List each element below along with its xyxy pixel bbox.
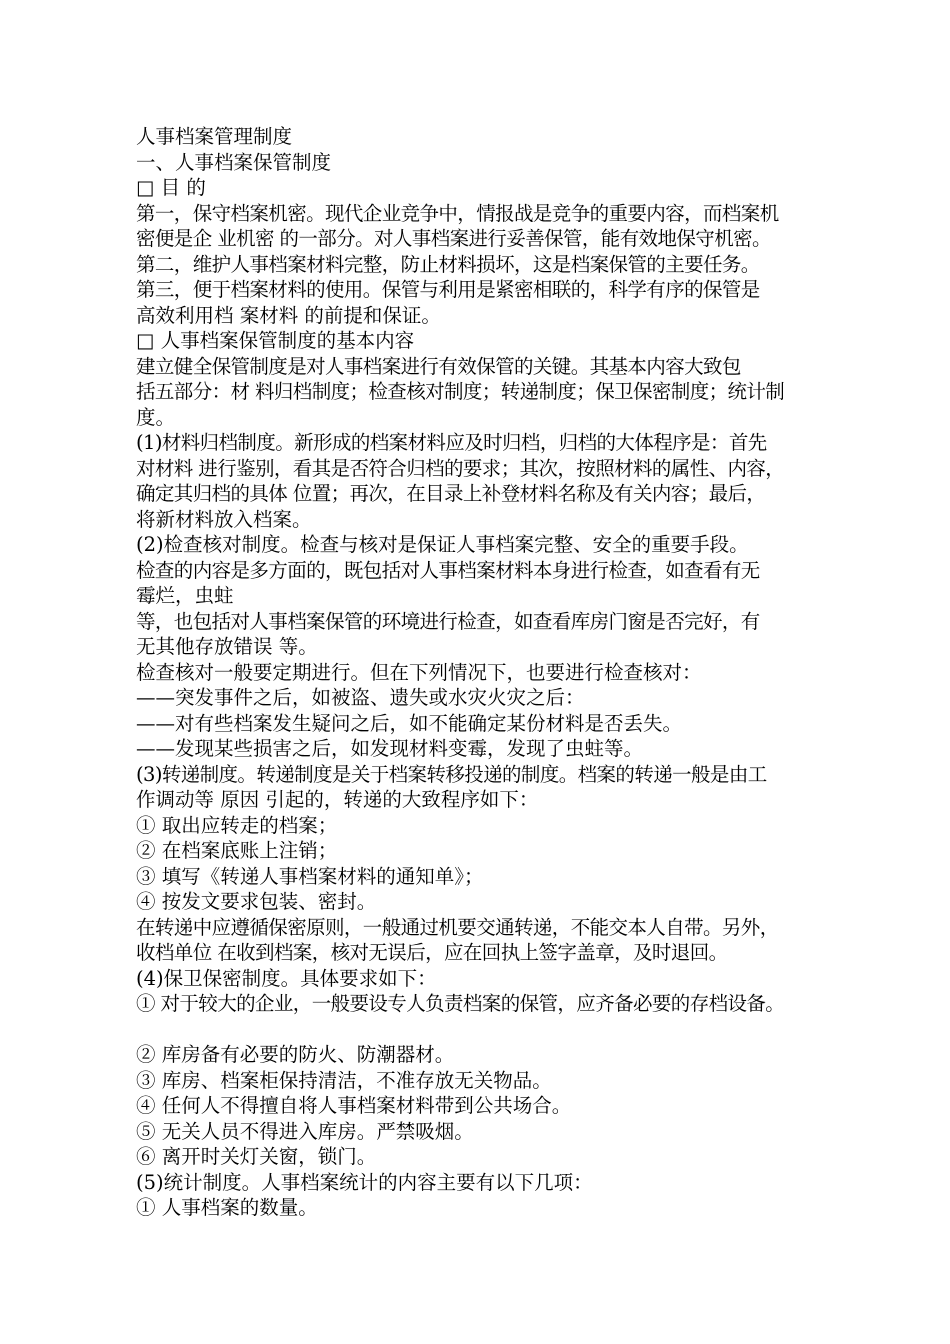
list-item: ④ 任何人不得擅自将人事档案材料带到公共场合。: [136, 1094, 572, 1117]
paragraph-line: 将新材料放入档案。: [136, 507, 312, 531]
paragraph-line: 第一，保守档案机密。现代企业竞争中，情报战是竞争的重要内容，而档案机: [136, 201, 779, 225]
paragraph-line: 等，也包括对人事档案保管的环境进行检查，如查看库房门窗是否完好，有: [136, 609, 760, 633]
list-item: ① 对于较大的企业，一般要设专人负责档案的保管，应齐备必要的存档设备。: [136, 992, 785, 1015]
list-item: ——突发事件之后，如被盗、遗失或水灾火灾之后：: [136, 686, 585, 709]
paragraph-line: 第三，便于档案材料的使用。保管与利用是紧密相联的，科学有序的保管是: [136, 278, 760, 301]
paragraph-line: 在转递中应遵循保密原则，一般通过机要交通转递，不能交本人自带。另外，: [136, 915, 779, 939]
paragraph-line: 无其他存放错误 等。: [136, 635, 318, 658]
list-item: ③ 库房、档案柜保持清洁，不准存放无关物品。: [136, 1068, 552, 1092]
paragraph-line: 高效利用档 案材料 的前提和保证。: [136, 303, 441, 327]
paragraph-line: 度。: [136, 405, 176, 429]
list-item: ⑥ 离开时关灯关窗，锁门。: [136, 1145, 377, 1168]
section-heading: 一、人事档案保管制度: [136, 150, 332, 174]
list-item: ③ 填写《转递人事档案材料的通知单》；: [136, 864, 484, 888]
paragraph-line: 检查核对一般要定期进行。但在下列情况下，也要进行检查核对：: [136, 660, 702, 684]
paragraph-line: (1)材料归档制度。新形成的档案材料应及时归档，归档的大体程序是：首先: [136, 431, 767, 454]
paragraph-line: (3)转递制度。转递制度是关于档案转移投递的制度。档案的转递一般是由工: [136, 762, 767, 786]
paragraph-line: 建立健全保管制度是对人事档案进行有效保管的关键。其基本内容大致包: [136, 354, 741, 378]
list-item: ① 人事档案的数量。: [136, 1196, 318, 1219]
list-item: ② 在档案底账上注销；: [136, 839, 338, 862]
paragraph-line: 对材料 进行鉴别，看其是否符合归档的要求；其次，按照材料的属性、内容，: [136, 456, 785, 480]
paragraph-line: 收档单位 在收到档案，核对无误后，应在回执上签字盖章，及时退回。: [136, 941, 728, 964]
paragraph-line: 作调动等 原因 引起的，转递的大致程序如下：: [136, 788, 539, 811]
paragraph-line: (4)保卫保密制度。具体要求如下：: [136, 966, 437, 990]
list-item: ④ 按发文要求包装、密封。: [136, 890, 377, 913]
blank-line: [136, 1017, 876, 1043]
list-item: ⑤ 无关人员不得进入库房。严禁吸烟。: [136, 1119, 474, 1143]
document-body: [136, 124, 876, 1221]
paragraph-line: 第二，维护人事档案材料完整，防止材料损坏，这是档案保管的主要任务。: [136, 252, 760, 276]
list-item: ——对有些档案发生疑问之后，如不能确定某份材料是否丢失。: [136, 711, 683, 735]
paragraph-line: 检查的内容是多方面的，既包括对人事档案材料本身进行检查，如查看有无: [136, 558, 760, 582]
paragraph-line: 括五部分：材 料归档制度；检查核对制度；转递制度；保卫保密制度；统计制: [136, 380, 785, 403]
doc-title: 人事档案管理制度: [136, 125, 293, 148]
subsection-heading: □ 人事档案保管制度的基本内容: [136, 329, 415, 352]
paragraph-line: (5)统计制度。人事档案统计的内容主要有以下几项：: [136, 1170, 593, 1194]
list-item: ② 库房备有必要的防火、防潮器材。: [136, 1043, 455, 1066]
paragraph-line: (2)检查核对制度。检查与核对是保证人事档案完整、安全的重要手段。: [136, 533, 749, 556]
paragraph-line: 确定其归档的具体 位置；再次，在目录上补登材料名称及有关内容；最后，: [136, 482, 766, 505]
list-item: ——发现某些损害之后，如发现材料变霉，发现了虫蛀等。: [136, 737, 644, 760]
paragraph-line: 密便是企 业机密 的一部分。对人事档案进行妥善保管，能有效地保守机密。: [136, 227, 771, 250]
list-item: ① 取出应转走的档案；: [136, 813, 338, 837]
paragraph-line: 霉烂，虫蛀: [136, 584, 234, 607]
subsection-heading: □ 目 的: [136, 176, 206, 199]
